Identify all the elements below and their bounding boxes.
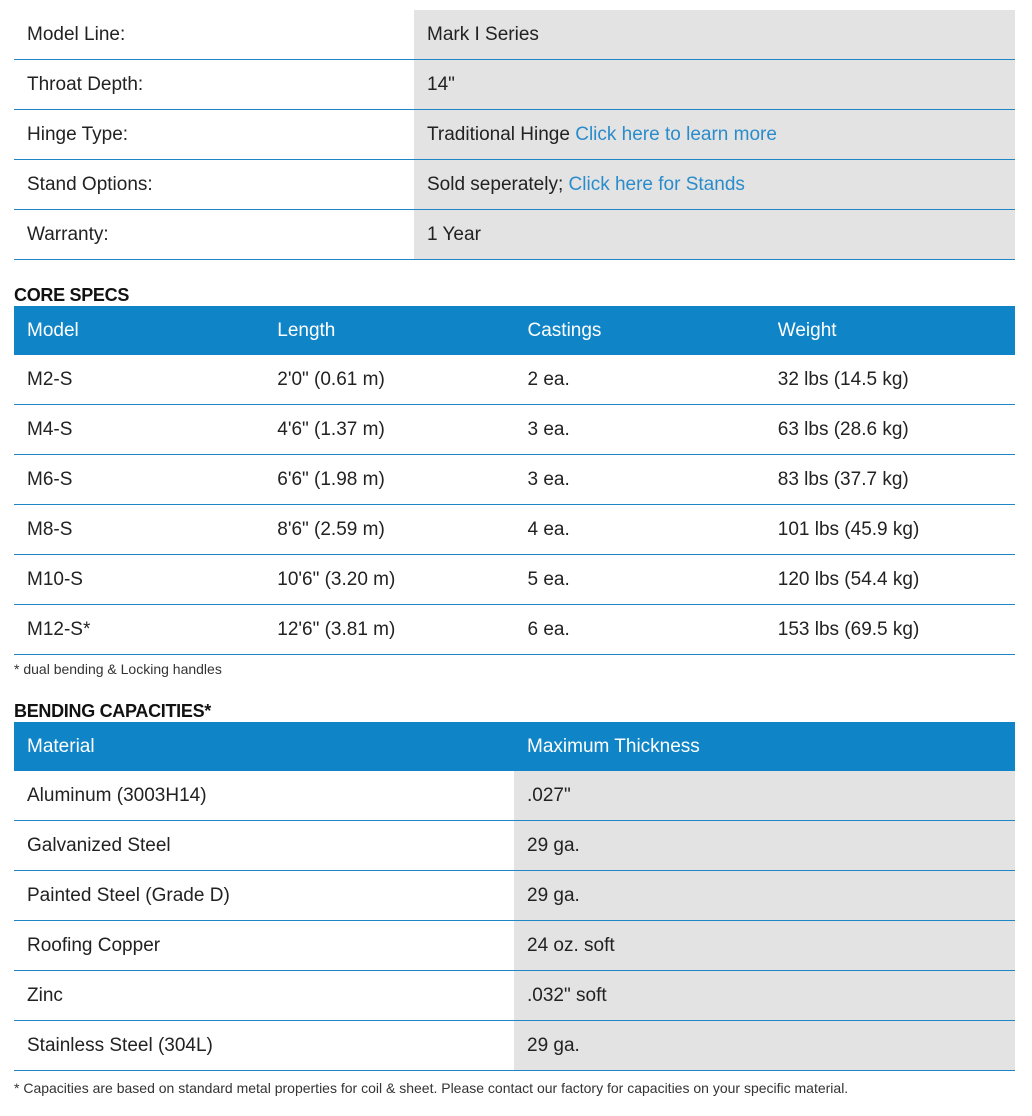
table-cell: Aluminum (3003H14) [14,771,514,821]
column-header: Length [264,306,514,355]
bending-capacities-title: BENDING CAPACITIES* [14,701,211,721]
table-cell: .027" [514,771,1015,821]
table-cell: 32 lbs (14.5 kg) [765,355,1015,405]
info-value: Sold seperately; Click here for Stands [414,160,1015,210]
table-cell: 24 oz. soft [514,921,1015,971]
table-cell: 5 ea. [515,555,765,605]
core-specs-table [14,306,1015,655]
table-row [14,455,1015,505]
table-cell: 2 ea. [515,355,765,405]
info-value: 1 Year [414,210,1015,260]
table-row [14,110,1015,160]
table-cell: 29 ga. [514,1021,1015,1071]
core-specs-title: CORE SPECS [14,285,130,305]
column-header: Maximum Thickness [514,722,1015,771]
table-row [14,605,1015,655]
table-row [14,555,1015,605]
table-cell: 63 lbs (28.6 kg) [765,405,1015,455]
bending-capacities-footnote: * Capacities are based on standard metal properties for coil & sheet. Please contact our factory for capacities on your specific material. [14,1080,849,1096]
info-label: Hinge Type: [14,110,414,160]
info-value: Traditional Hinge Click here to learn more [414,110,1015,160]
table-cell: 3 ea. [515,455,765,505]
table-header-row [14,722,1015,771]
table-cell: Galvanized Steel [14,821,514,871]
table-cell: 6'6" (1.98 m) [264,455,514,505]
table-cell: 8'6" (2.59 m) [264,505,514,555]
table-cell: 4 ea. [515,505,765,555]
table-cell: 153 lbs (69.5 kg) [765,605,1015,655]
info-label: Stand Options: [14,160,414,210]
table-row [14,971,1015,1021]
table-cell: 101 lbs (45.9 kg) [765,505,1015,555]
table-cell: 83 lbs (37.7 kg) [765,455,1015,505]
table-row [14,1021,1015,1071]
table-header-row [14,306,1015,355]
table-row [14,921,1015,971]
bending-capacities-table [14,722,1015,1071]
column-header: Weight [765,306,1015,355]
column-header: Model [14,306,264,355]
table-cell: Zinc [14,971,514,1021]
table-cell: 29 ga. [514,821,1015,871]
info-value: 14" [414,60,1015,110]
table-cell: 12'6" (3.81 m) [264,605,514,655]
table-cell: Roofing Copper [14,921,514,971]
table-row [14,771,1015,821]
info-value: Mark I Series [414,10,1015,60]
stands-link[interactable]: Click here for Stands [568,173,745,195]
hinge-learn-more-link[interactable]: Click here to learn more [575,123,777,145]
table-cell: Stainless Steel (304L) [14,1021,514,1071]
table-cell: M2-S [14,355,264,405]
table-row [14,210,1015,260]
table-cell: M10-S [14,555,264,605]
table-cell: 10'6" (3.20 m) [264,555,514,605]
table-row [14,60,1015,110]
table-cell: 29 ga. [514,871,1015,921]
table-cell: M6-S [14,455,264,505]
column-header: Material [14,722,514,771]
core-specs-footnote: * dual bending & Locking handles [14,661,222,677]
table-cell: M12-S* [14,605,264,655]
table-row [14,355,1015,405]
table-cell: 4'6" (1.37 m) [264,405,514,455]
table-cell: .032" soft [514,971,1015,1021]
column-header: Castings [515,306,765,355]
table-cell: 3 ea. [515,405,765,455]
table-row [14,871,1015,921]
table-cell: M8-S [14,505,264,555]
table-row [14,505,1015,555]
table-cell: Painted Steel (Grade D) [14,871,514,921]
table-row [14,10,1015,60]
table-row [14,405,1015,455]
table-row [14,821,1015,871]
spec-sheet [14,10,1015,1096]
table-cell: 2'0" (0.61 m) [264,355,514,405]
info-label: Throat Depth: [14,60,414,110]
table-cell: 6 ea. [515,605,765,655]
info-label: Warranty: [14,210,414,260]
table-cell: 120 lbs (54.4 kg) [765,555,1015,605]
table-cell: M4-S [14,405,264,455]
table-row [14,160,1015,210]
product-info-table [14,10,1015,260]
info-label: Model Line: [14,10,414,60]
